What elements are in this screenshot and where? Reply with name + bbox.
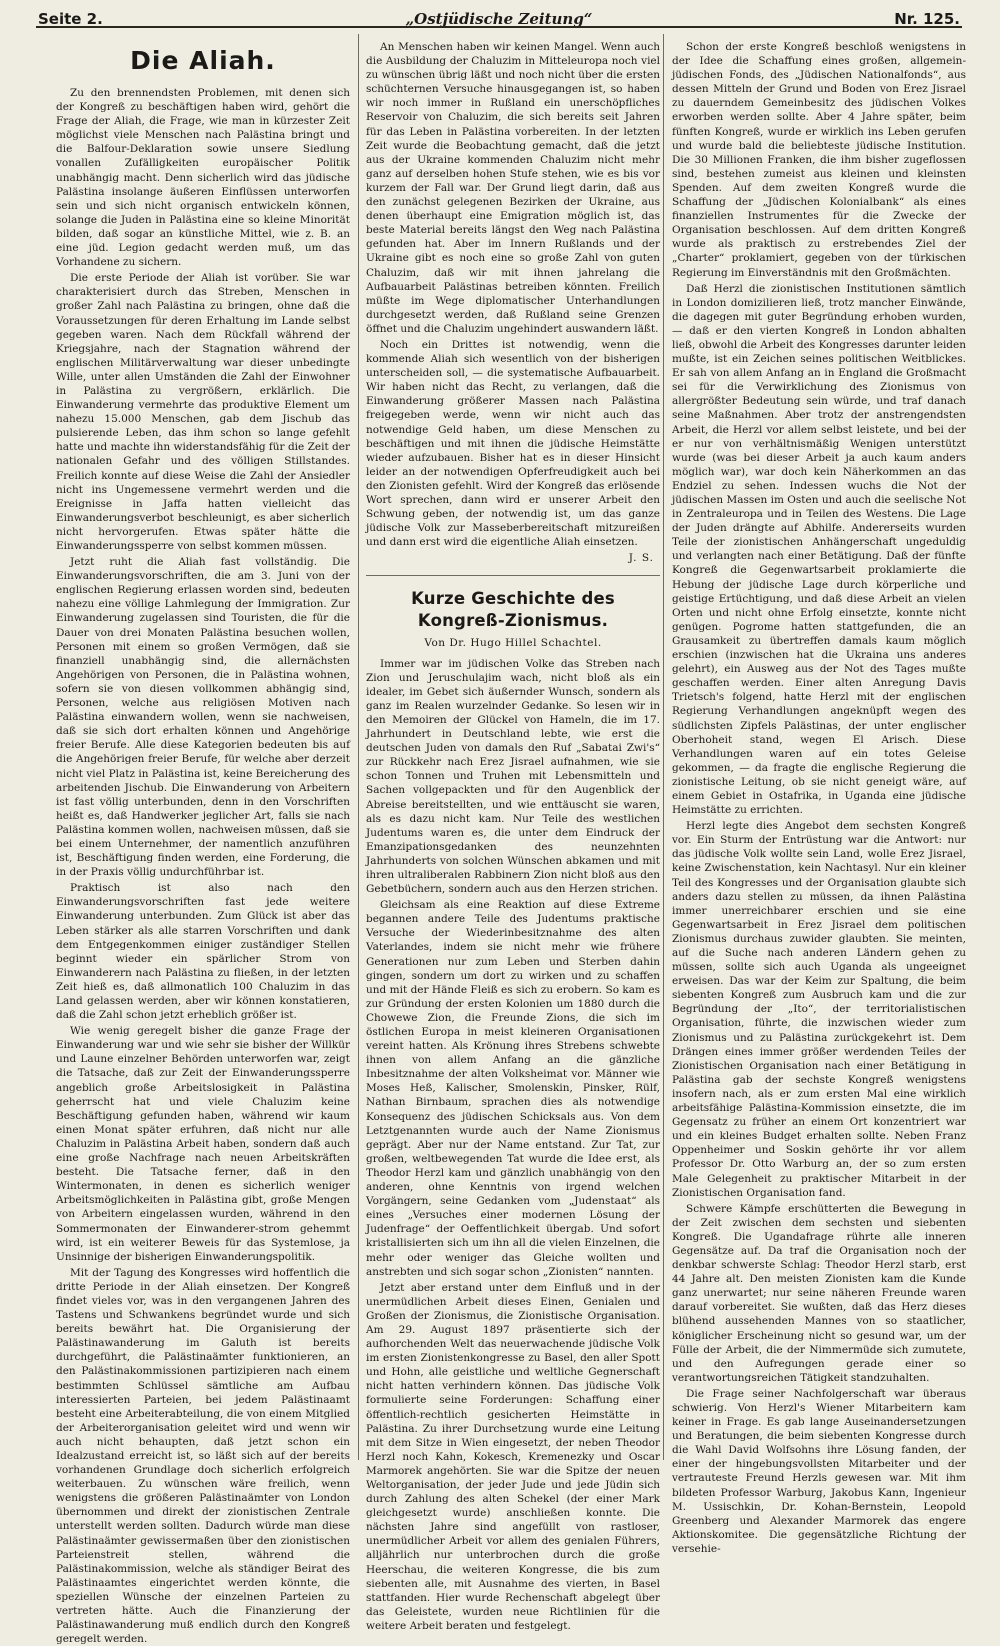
article-divider xyxy=(366,575,660,576)
page-number: Seite 2. xyxy=(38,10,103,28)
article-paragraph: Wie wenig geregelt bisher die ganze Frage der Einwanderung war und wie sehr sie bisher der Willkür und Laune einzelner Behörden unterworfen war, zeigt die Tatsache, daß zur Zeit der Einwanderungssperre angeblich große Arbeitslosigkeit in Palästina geherrscht hat und viele Chaluzim keine Beschäftigung gefunden haben, während wir kaum einen Monat später erfuhren, daß nicht nur alle Chaluzim in Palästina Arbeit haben, sondern daß auch eine große Nachfrage nach neuen Arbeitskräften besteht. Die Tatsache ferner, daß in den Wintermonaten, in denen es sicherlich weniger Arbeitsmöglichkeiten in Palästina gibt, große Mengen von Arbeitern eingelassen wurden, während in den Sommermonaten der Einwanderer-strom gehemmt wird, ist ein weiterer Beweis für das Systemlose, ja Unsinnige der bisherigen Einwanderungspolitik. xyxy=(56,1025,350,1263)
column-2 xyxy=(366,40,660,1632)
page-header xyxy=(38,4,960,34)
article-paragraph: Gleichsam als eine Reaktion auf diese Extreme begannen andere Teile des Judentums praktische Versuche der Wiederinbesitznahme des alten Vaterlandes, indem sie nicht mehr wie frühere Generationen nur zum Leben und Sterben dahin gingen, sondern um dort zu wirken und zu schaffen und mit der Hände Fleiß es sich zu erobern. So kam es zur Gründung der ersten Kolonien um 1880 durch die Chowewe Zion, die Freunde Zions, die sich im östlichen Europa in meist kleineren Organisationen vereint hatten. Als Krönung ihres Strebens schwebte ihnen von allem Anfang an die gänzliche Inbesitznahme der alten Volksheimat vor. Männer wie Moses Heß, Kalischer, Smolenskin, Pinsker, Rülf, Nathan Birnbaum, sprachen dies als notwendige Konsequenz des jüdischen Schicksals aus. Von dem Letztgenannten wurde auch der Name Zionismus geprägt. Aber nur der Name entstand. Zur Tat, zur großen, weltbewegenden Tat wurde die Idee erst, als Theodor Herzl kam und gänzlich unabhängig von den anderen, ohne Kenntnis von irgend welchen Vorgängern, seine Gedanken vom „Judenstaat“ als eines „Versuches einer modernen Lösung der Judenfrage“ der Oeffentlichkeit übergab. Und sofort kristallisierten sich um ihn all die vielen Einzelnen, die mehr oder weniger das Gleiche wollten und anstrebten und sich sogar schon „Zionisten“ nannten. xyxy=(366,899,660,1278)
article-paragraph: Jetzt aber erstand unter dem Einfluß und in der unermüdlichen Arbeit dieses Einen, Genialen und Großen der Zionismus, die Zionistische Organisation. Am 29. August 1897 präsentierte sich der aufhorchenden Welt das neuerwachende jüdische Volk im ersten Zionistenkongresse zu Basel, den aller Spott und Hohn, alle geistliche und weltliche Gegnerschaft nicht hatten verhindern können. Das jüdische Volk formulierte seine Forderungen: Schaffung einer öffentlich-rechtlich gesicherten Heimstätte in Palästina. Zu ihrer Durchsetzung wurde eine Leitung mit dem Sitze in Wien eingesetzt, der neben Theodor Herzl noch Kahn, Kokesch, Kremenezky und Oscar Marmorek angehörten. Sie war die Spitze der neuen Weltorganisation, der jeder Jude und jede Jüdin sich durch Zahlung des alten Schekel (der einer Mark gleichgesetzt wurde) anschließen konnte. Die nächsten Jahre sind angefüllt von rastloser, unermüdlicher Arbeit vor allem des genialen Führers, alljährlich nur unterbrochen durch die große Heerschau, die weiteren Kongresse, die bis zum siebenten alle, mit Ausnahme des vierten, in Basel stattfanden. Hier wurde Rechenschaft abgelegt über das Geleistete, wurden neue Richtlinien für die weitere Arbeit beraten und festgelegt. xyxy=(366,1281,660,1632)
article-paragraph: Praktisch ist also nach den Einwanderungsvorschriften fast jede weitere Einwanderung unterbunden. Zum Glück ist aber das Leben stärker als alle starren Vorschriften und dank dem Entgegenkommen einiger zuständiger Stellen beginnt wieder ein spärlicher Strom von Einwanderern nach Palästina zu fließen, in der letzten Zeit hieß es, daß allmonatlich 100 Chaluzim in das Land gelassen werden, aber wir können konstatieren, daß die Zahl schon jetzt erheblich größer ist. xyxy=(56,882,350,1022)
column-1 xyxy=(56,40,350,1646)
article-paragraph: Schon der erste Kongreß beschloß wenigstens in der Idee die Schaffung eines großen, allgemein-jüdischen Fonds, des „Jüdischen Nationalfonds“, aus dessen Mitteln der Grund und Boden von Erez Jisrael zu dauerndem Gemeinbesitz des jüdischen Volkes erworben werden sollte. Aber 4 Jahre später, beim fünften Kongreß, wurde er wirklich ins Leben gerufen und wurde bald die beliebteste jüdische Institution. Die 30 Millionen Franken, die ihm bisher zugeflossen sind, bestehen zumeist aus kleinen und kleinsten Spenden. Auf dem zweiten Kongreß wurde die Schaffung der „Jüdischen Kolonialbank“ als eines finanziellen Instrumentes für die Zwecke der Organisation beschlossen. Auf dem dritten Kongreß wurde als praktisch zu erstrebendes Ziel der „Charter“ proklamiert, gegeben von der türkischen Regierung im Einverständnis mit den Großmächten. xyxy=(672,41,966,279)
issue-number: Nr. 125. xyxy=(894,10,960,28)
article-paragraph: An Menschen haben wir keinen Mangel. Wenn auch die Ausbildung der Chaluzim in Mitteleuropa noch viel zu wünschen übrig läßt und noch nicht über die ersten schüchternen Versuche hinausgegangen ist, so haben wir noch immer in Rußland ein unerschöpfliches Reservoir von Chaluzim, die sich bereits seit Jahren für das Leben in Palästina vorbereiten. In der letzten Zeit wurde die Beobachtung gemacht, daß die jetzt aus der Ukraine kommenden Chaluzim nicht mehr ganz auf derselben hohen Stufe stehen, wie es bis vor kurzem der Fall war. Der Grund liegt darin, daß aus den zunächst gelegenen Bezirken der Ukraine, aus denen überhaupt eine Emigration möglich ist, das beste Material bereits längst den Weg nach Palästina gefunden hat. Aber im Innern Rußlands und der Ukraine gibt es noch eine so große Zahl von guten Chaluzim, daß wir mit ihnen jahrelang die Aufbauarbeit Palästinas betreiben könnten. Freilich müßte im Wege diplomatischer Unterhandlungen durchgesetzt werden, daß Rußland seine Grenzen öffnet und die Chaluzim ungehindert auswandern läßt. xyxy=(366,41,660,335)
article-paragraph: Jetzt ruht die Aliah fast vollständig. Die Einwanderungsvorschriften, die am 3. Juni von der englischen Regierung erlassen worden sind, bedeuten nahezu eine völlige Lahmlegung der Immigration. Zur Einwanderung zugelassen sind Touristen, die für die Dauer von drei Monaten Palästina besuchen wollen, Personen mit einem so großen Vermögen, daß sie finanziell unabhängig sind, die allernächsten Angehörigen von Personen, die in Palästina wohnen, sofern sie von diesen vollkommen abhängig sind, Personen, welche aus religiösen Motiven nach Palästina einwandern wollen, wenn sie nachweisen, daß sie sich dort erhalten können und Angehörige freier Berufe. Alle diese Kategorien bedeuten bis auf die Angehörigen freier Berufe, für welche aber derzeit nicht viel Platz in Palästina ist, keine Bereicherung des arbeitenden Jischub. Die Einwanderung von Arbeitern ist fast völlig unterbunden, denn in den Vorschriften heißt es, daß Handwerker jeglicher Art, falls sie nach Palästina kommen wollen, nachweisen müssen, daß sie bei einem Unternehmer, der namentlich anzuführen ist, Beschäftigung finden werden, eine Forderung, die in der Praxis völlig undurchführbar ist. xyxy=(56,556,350,879)
header-rule xyxy=(36,26,962,28)
article-paragraph: Die Frage seiner Nachfolgerschaft war überaus schwierig. Von Herzl's Wiener Mitarbeitern kam keiner in Frage. Es gab lange Auseinandersetzungen und Beratungen, die beim siebenten Kongresse durch die Wahl David Wolfsohns ihre Lösung fanden, der einer der hingebungsvollsten Mitarbeiter und der vertrauteste Freund Herzls gewesen war. Mit ihm bildeten Professor Warburg, Jakobus Kann, Ingenieur M. Ussischkin, Dr. Kohan-Bernstein, Leopold Greenberg und Alexander Marmorek das engere Aktionskomitee. Die gegensätzliche Richtung der versehie- xyxy=(672,1387,966,1555)
article-paragraph: Die erste Periode der Aliah ist vorüber. Sie war charakterisiert durch das Streben, Menschen in großer Zahl nach Palästina zu bringen, ohne daß die Voraussetzungen für deren Erhaltung im Lande selbst gegeben waren. Nach dem Rückfall während der Kriegsjahre, nach der Stagnation während der englischen Militärverwaltung war dieser unbedingte Wille, unter allen Umständen die Zahl der Einwohner in Palästina zu vergrößern, erklärlich. Die Einwanderung vermehrte das produktive Element um nahezu 15.000 Menschen, gab dem Jischub das pulsierende Leben, das ihm schon so lange gefehlt hatte und machte ihn widerstandsfähig für die Zeit der nationalen Gefahr und des völligen Stillstandes. Freilich konnte auf diese Weise die Zahl der Ansiedler nicht ins Ungemessene vermehrt werden und die Ereignisse in Jaffa hatten vielleicht das Einwanderungsverbot beschleunigt, es aber sicherlich nicht hervorgerufen. Etwas später hätte die Einwanderungssperre von selbst kommen müssen. xyxy=(56,272,350,552)
article-paragraph: Immer war im jüdischen Volke das Streben nach Zion und Jeruschulajim wach, nicht bloß als ein idealer, im Gebet sich äußernder Wunsch, sondern als ganz im Realen wurzelnder Gedanke. So lesen wir in den Memoiren der Glückel von Hameln, die im 17. Jahrhundert in Deutschland lebte, wie erst die deutschen Juden von damals den Ruf „Sabatai Zwi's“ zur Rückkehr nach Erez Jisrael aufnahmen, wie sie schon Tonnen und Truhen mit Lebensmitteln und Sachen vollgepackten und für den Augenblick der Abreise bereitstellten, und wie enttäuscht sie waren, als es dazu nicht kam. Nur Teile des westlichen Judentums waren es, die unter dem Eindruck der Emanzipationsgedanken des neunzehnten Jahrhunderts von solchen Wünschen abkamen und mit ihren ultraliberalen Rabbinern Zion nicht bloß aus den Gebetbüchern, sondern auch aus den Herzen strichen. xyxy=(366,657,660,896)
article-title: Die Aliah. xyxy=(130,46,276,75)
column-3 xyxy=(672,40,966,1555)
article-paragraph: Daß Herzl die zionistischen Institutionen sämtlich in London domizilieren ließ, trotz mancher Einwände, die dagegen mit guter Begründung erhoben wurden, — daß er den vierten Kongreß in London abhalten ließ, obwohl die Arbeit des Kongresses darunter leiden mußte, ist ein Zeichen seines politischen Weitblickes. Er sah von allem Anfang an in England die Großmacht sei für die Verwirklichung des Zionismus von allergrößter Bedeutung sein würde, und traf danach seine Maßnahmen. Aber trotz der anstrengendsten Arbeit, die Herzl vor allem selbst leistete, und bei der er nur von verhältnismäßig Wenigen unterstützt wurde (was bei dieser Arbeit ja auch kaum anders möglich war), war doch kein Näherkommen an das Endziel zu sehen. Indessen wuchs die Not der jüdischen Massen im Osten und auch die seelische Not in Zentraleuropa und in Teilen des Westens. Die Lage der Juden drängte auf Abhilfe. Andererseits wurden Teile der zionistischen Anhängerschaft ungeduldig und verlangten nach einer Betätigung. Daß der fünfte Kongreß die Gegenwartsarbeit proklamierte die Hebung der jüdische Lage durch körperliche und geistige Ertüchtigung, und daß diese Arbeit an vielen Orten und nicht ohne Erfolg einsetzte, konnte nicht genügen. Pogrome hatten stattgefunden, die an Grausamkeit zu übertreffen damals kaum möglich erschien (inzwischen hat die Ukraina uns anderes gelehrt), ein Ausweg aus der Not des Tages mußte geschaffen werden. Einer alten Anregung Davis Trietsch's folgend, hatte Herzl mit der englischen Regierung Verhandlungen angeknüpft wegen des südlichsten Zipfels Palästinas, der unter englischer Oberhoheit stand, wegen El Arisch. Diese Verhandlungen waren auf ein totes Geleise gekommen, — da fragte die englische Regierung die zionistische Leitung, ob sie nicht geneigt wäre, auf einem Gebiet in Ostafrika, in Uganda eine jüdische Heimstätte zu errichten. xyxy=(672,282,966,817)
article-paragraph: Mit der Tagung des Kongresses wird hoffentlich die dritte Periode in der Aliah einsetzen. Der Kongreß findet vieles vor, was in den vergangenen Jahren des Tastens und Schwankens begründet wurde und sich bereits bewährt hat. Die Organisierung der Palästinawanderung im Galuth ist bereits durchgeführt, die Palästinaämter funktionieren, an den Palästinakommissionen partizipieren nach einem bestimmten Schlüssel sämtliche am Aufbau interessierten Parteien, bei jedem Palästinaamt besteht eine Arbeiterabteilung, die von einem Mitglied der Arbeiterorganisation geleitet wird und wenn wir auch nicht behaupten, daß jetzt schon ein Idealzustand erreicht ist, so läßt sich auf der bereits vorhandenen Grundlage doch sicherlich erfolgreich weiterbauen. Zu wünschen wäre freilich, wenn wenigstens die größeren Palästinaämter von London übernommen und direkt der zionistischen Zentrale unterstellt werden sollten. Dadurch würde man diese Palästinaämter gewissermaßen über den zionistischen Parteienstreit stellen, während die Palästinakommission, welche als ständiger Beirat des Palästinaamtes eingerichtet werden könnte, die speziellen Wünsche der einzelnen Parteien zu vertreten hätte. Auch die Finanzierung der Palästinawanderung muß endlich durch den Kongreß geregelt werden. xyxy=(56,1266,350,1646)
article-byline: Von Dr. Hugo Hillel Schachtel. xyxy=(424,637,602,650)
article-title: Kurze Geschichte des Kongreß-Zionismus. xyxy=(411,589,615,631)
newspaper-name: „Ostjüdische Zeitung“ xyxy=(405,10,593,28)
article-paragraph: Schwere Kämpfe erschütterten die Bewegung in der Zeit zwischen dem sechsten und siebenten Kongreß. Die Ugandafrage rührte alle inneren Gegensätze auf. Da traf die Organisation noch der denkbar schwerste Schlag: Theodor Herzl starb, erst 44 Jahre alt. Den meisten Zionisten kam die Kunde ganz unerwartet; nur seine näheren Freunde waren darauf vorbereitet. Sie wußten, daß das Herz dieses blühend aussehenden Mannes von so staatlicher, königlicher Erscheinung nicht so gesund war, um der Fülle der Arbeit, die der Nimmermüde sich zumutete, und den Aufregungen gerade einer so verantwortungsreichen Tätigkeit standzuhalten. xyxy=(672,1202,966,1384)
article-paragraph: Noch ein Drittes ist notwendig, wenn die kommende Aliah sich wesentlich von der bisherigen unterscheiden soll, — die systematische Aufbauarbeit. Wir haben nicht das Recht, zu verlangen, daß die Einwanderung größerer Massen nach Palästina freigegeben werde, wenn wir nicht auch das notwendige Geld haben, um diese Menschen zu beschäftigen und mit ihnen die jüdische Heimstätte wieder aufzubauen. Bisher hat es in dieser Hinsicht leider an der notwendigen Opferfreudigkeit auch bei den Zionisten gefehlt. Wird der Kongreß das erlösende Wort sprechen, dann wird er unserer Arbeit den Schwung geben, der notwendig ist, um das ganze jüdische Volk zur Masseberbereitschaft mitzureißen und dann erst wird die eigentliche Aliah einsetzen. xyxy=(366,338,660,549)
column-divider xyxy=(358,34,359,1460)
column-divider xyxy=(663,34,664,1460)
author-signature: J. S. xyxy=(628,552,654,565)
article-paragraph: Herzl legte dies Angebot dem sechsten Kongreß vor. Ein Sturm der Entrüstung war die Antwort: nur das jüdische Volk wollte sein Land, wolle Erez Jisrael, keine Zwischenstation, kein Nachtasyl. Nur ein kleiner Teil des Kongresses und der Organisation glaubte sich anders dazu stellen zu müssen, da ihnen Palästina immer unerreichbarer erschien und sie eine Gegenwartsarbeit in Erez Jisrael dem politischen Zionismus durchaus zuwider glaubten. Sie meinten, auf die Suche nach anderen Ländern gehen zu müssen, sollte sich auch Uganda als ungeeignet erweisen. Das war der Keim zur Spaltung, die beim siebenten Kongreß zum Ausbruch kam und die zur Begründung der „Ito“, der territorialistischen Organisation, führte, die inzwischen wieder zum Zionismus und zu Palästina zurückgekehrt ist. Dem Drängen eines immer größer werdenden Teiles der Zionistischen Organisation nach einer Betätigung in Palästina gab der sechste Kongreß wenigstens insofern nach, als er zum ersten Mal eine wirklich arbeitsfähige Palästina-Kommission einsetzte, die im Gegensatz zu früher an einem Ort konzentriert war und ein kleines Budget erhalten sollte. Neben Franz Oppenheimer und Soskin gehörte ihr vor allem Professor Dr. Otto Warburg an, der so zum ersten Male Gelegenheit zu praktischer Mitarbeit in der Zionistischen Organisation fand. xyxy=(672,820,966,1199)
article-paragraph: Zu den brennendsten Problemen, mit denen sich der Kongreß zu beschäftigen haben wird, gehört die Frage der Aliah, die Frage, wie man in kürzester Zeit möglichst viele Menschen nach Palästina bringt und die Balfour-Deklaration sowie unsere Siedlung vonallen Zufälligkeiten europäischer Politik unabhängig macht. Denn sicherlich wird das jüdische Palästina insolange äußeren Einflüssen unterworfen sein und sich nicht organisch entwickeln können, solange die Juden in Palästina eine so kleine Minorität bilden, daß sogar an künstliche Mittel, wie z. B. an eine jüd. Legion gedacht werden muß, um das Vorhandene zu sichern. xyxy=(56,87,350,269)
